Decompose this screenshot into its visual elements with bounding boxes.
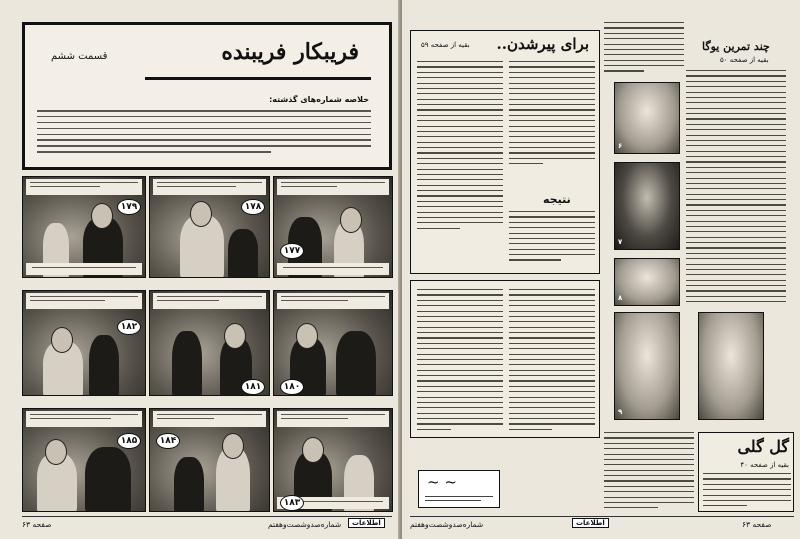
panel-number-badge: ۱۸۵ bbox=[117, 433, 141, 449]
signature-mark: ~ ~ bbox=[427, 473, 457, 491]
panel-number-badge: ۱۷۹ bbox=[117, 199, 141, 215]
summary-text-block bbox=[37, 110, 371, 166]
article-column bbox=[686, 70, 786, 306]
article-column bbox=[417, 289, 503, 433]
serial-header-box bbox=[22, 22, 392, 170]
article-title: گل گلی bbox=[737, 437, 789, 456]
yoga-photo bbox=[614, 258, 680, 306]
photo-number: ۶ bbox=[618, 142, 623, 150]
comic-panel bbox=[273, 176, 393, 278]
article-subheading: نتیجه bbox=[543, 193, 571, 206]
serial-title: فریبکار فریبنده bbox=[221, 39, 359, 65]
photo-number: ۸ bbox=[618, 294, 623, 302]
yoga-photo bbox=[698, 312, 764, 420]
continued-note: بقیه از صفحه ۵۰ bbox=[720, 56, 769, 64]
comic-panel bbox=[149, 176, 270, 278]
serial-part-label: قسمت ششم bbox=[51, 51, 108, 62]
comic-panel bbox=[22, 176, 146, 278]
right-page bbox=[402, 0, 800, 539]
yoga-photo bbox=[614, 312, 680, 420]
article-column bbox=[509, 61, 595, 191]
comic-panel bbox=[273, 290, 393, 396]
article-title: برای پیرشدن.. bbox=[496, 35, 589, 53]
article-column bbox=[604, 432, 694, 512]
footer-rule bbox=[410, 516, 794, 517]
comic-panel bbox=[273, 408, 393, 512]
panel-number-badge: ۱۸۲ bbox=[117, 319, 141, 335]
article-column bbox=[509, 289, 595, 433]
issue-label: شماره‌صدوشصت‌وهفتم bbox=[268, 520, 342, 529]
article-column bbox=[509, 211, 595, 271]
article-column bbox=[417, 61, 503, 269]
panel-number-badge: ۱۸۳ bbox=[280, 495, 304, 511]
title-underline bbox=[145, 77, 371, 80]
comic-panel bbox=[149, 290, 270, 396]
footer-rule bbox=[22, 516, 392, 517]
summary-heading: خلاصه شماره‌های گذشته: bbox=[269, 95, 369, 104]
issue-label: شماره‌صدوشصت‌وهفتم bbox=[410, 520, 484, 529]
panel-number-badge: ۱۷۷ bbox=[280, 243, 304, 259]
article-box bbox=[698, 432, 794, 512]
panel-number-badge: ۱۸۴ bbox=[156, 433, 180, 449]
article-box bbox=[410, 280, 600, 438]
magazine-logo: اطلاعات bbox=[572, 518, 609, 528]
article-box bbox=[410, 30, 600, 274]
page-number: صفحه ۶۳ bbox=[742, 520, 772, 529]
continued-note: بقیه از صفحه ۵۹ bbox=[421, 41, 470, 49]
article-column bbox=[604, 22, 684, 78]
article-column bbox=[703, 473, 791, 509]
yoga-photo bbox=[614, 82, 680, 154]
comic-panel bbox=[22, 290, 146, 396]
photo-number: ۹ bbox=[618, 408, 623, 416]
signature-box bbox=[418, 470, 500, 508]
page-number: صفحه ۶۳ bbox=[22, 520, 52, 529]
comic-panel bbox=[149, 408, 270, 512]
panel-number-badge: ۱۸۱ bbox=[241, 379, 265, 395]
continued-note: بقیه از صفحه ۴۰ bbox=[740, 461, 789, 469]
photo-number: ۷ bbox=[618, 238, 623, 246]
magazine-logo: اطلاعات bbox=[348, 518, 385, 528]
yoga-photo bbox=[614, 162, 680, 250]
panel-number-badge: ۱۷۸ bbox=[241, 199, 265, 215]
comic-panel bbox=[22, 408, 146, 512]
panel-number-badge: ۱۸۰ bbox=[280, 379, 304, 395]
article-title: چند تمرین یوگا bbox=[702, 40, 770, 53]
